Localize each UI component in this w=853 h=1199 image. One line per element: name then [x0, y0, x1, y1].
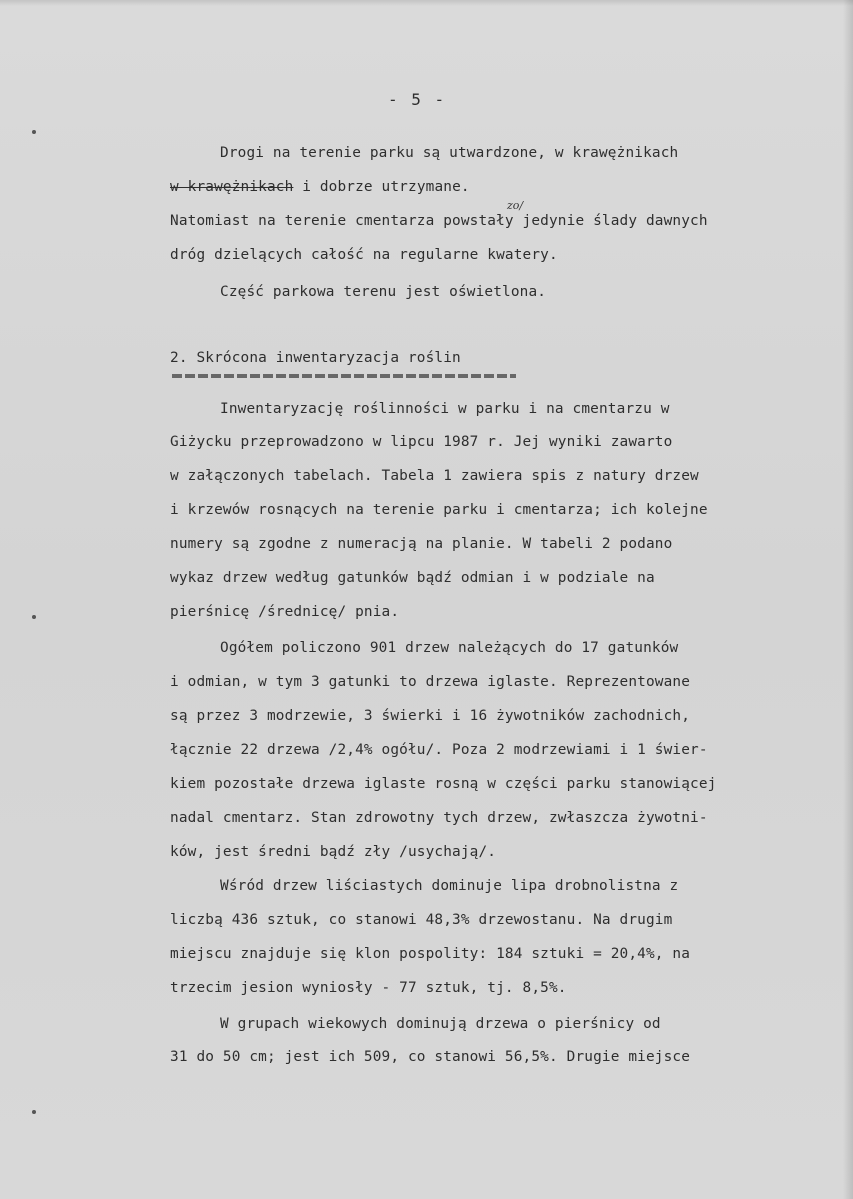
- text-line-9: i krzewów rosnących na terenie parku i cmentarza; ich kolejne: [170, 502, 708, 518]
- text-line-15: są przez 3 modrzewie, 3 świerki i 16 żywotników zachodnich,: [170, 708, 691, 724]
- text-line-12: pierśnicę /średnicę/ pnia.: [170, 604, 400, 620]
- text-line-11: wykaz drzew według gatunków bądź odmian i w podziale na: [170, 570, 655, 586]
- page-top-shadow: [0, 0, 853, 6]
- text-line-24: W grupach wiekowych dominują drzewa o pierśnicy od: [220, 1016, 661, 1032]
- text-line-25: 31 do 50 cm; jest ich 509, co stanowi 56,5%. Drugie miejsce: [170, 1049, 691, 1065]
- punch-mark-middle: [32, 615, 36, 619]
- punch-mark-bottom: [32, 1110, 36, 1114]
- section-heading: 2. Skrócona inwentaryzacja roślin: [170, 350, 461, 366]
- text-line-21: liczbą 436 sztuk, co stanowi 48,3% drzewostanu. Na drugim: [170, 912, 673, 928]
- text-line-22: miejscu znajduje się klon pospolity: 184 sztuki = 20,4%, na: [170, 946, 691, 962]
- text-line-1: Drogi na terenie parku są utwardzone, w krawężnikach: [220, 145, 679, 161]
- text-line-3: Natomiast na terenie cmentarza powstały jedynie ślady dawnych: [170, 213, 708, 229]
- text-line-20: Wśród drzew liściastych dominuje lipa drobnolistna z: [220, 878, 679, 894]
- text-line-8: w załączonych tabelach. Tabela 1 zawiera spis z natury drzew: [170, 468, 699, 484]
- text-line-13: Ogółem policzono 901 drzew należących do 17 gatunków: [220, 640, 679, 656]
- text-line-23: trzecim jesion wyniosły - 77 sztuk, tj. 8,5%.: [170, 980, 567, 996]
- text-line-18: nadal cmentarz. Stan zdrowotny tych drzew, zwłaszcza żywotni-: [170, 810, 708, 826]
- text-line-6: Inwentaryzację roślinności w parku i na cmentarzu w: [220, 401, 670, 417]
- text-line-5: Część parkowa terenu jest oświetlona.: [220, 284, 547, 300]
- page-number: - 5 -: [388, 90, 447, 109]
- punch-mark-top: [32, 130, 36, 134]
- text-line-16: łącznie 22 drzewa /2,4% ogółu/. Poza 2 modrzewiami i 1 świer-: [170, 742, 708, 758]
- text-line-10: numery są zgodne z numeracją na planie. W tabeli 2 podano: [170, 536, 673, 552]
- heading-underline: [172, 374, 516, 378]
- text-line-7: Giżycku przeprowadzono w lipcu 1987 r. Jej wyniki zawarto: [170, 434, 673, 450]
- text-line-19: ków, jest średni bądź zły /usychają/.: [170, 844, 497, 860]
- handwritten-correction: zo/: [507, 199, 524, 212]
- text-line-2: w krawężnikach i dobrze utrzymane.: [170, 179, 470, 195]
- text-line-4: dróg dzielących całość na regularne kwatery.: [170, 247, 558, 263]
- strikethrough-text: w krawężnikach: [170, 179, 294, 195]
- text-line-17: kiem pozostałe drzewa iglaste rosną w części parku stanowiącej: [170, 776, 717, 792]
- text-line-14: i odmian, w tym 3 gatunki to drzewa iglaste. Reprezentowane: [170, 674, 691, 690]
- page-right-shadow: [843, 0, 853, 1199]
